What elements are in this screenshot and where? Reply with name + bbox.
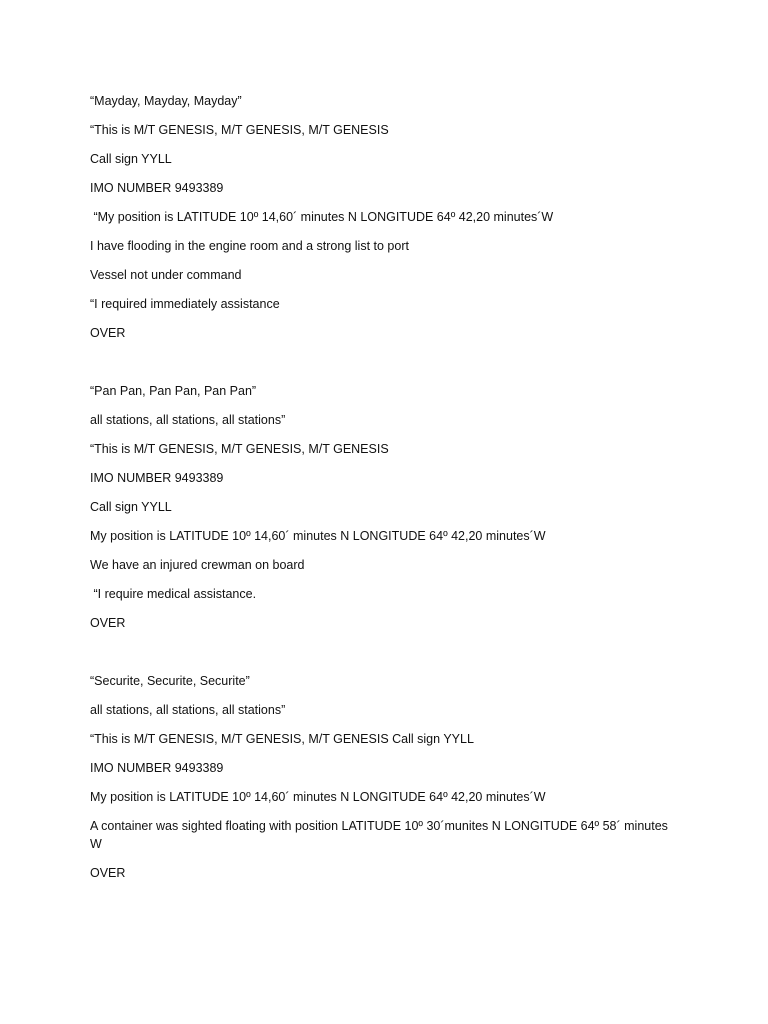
panpan-line: “Pan Pan, Pan Pan, Pan Pan”: [90, 384, 257, 398]
securite-line: “This is M/T GENESIS, M/T GENESIS, M/T GENESIS Call sign YYLL: [90, 732, 474, 746]
securite-message: [90, 672, 680, 882]
panpan-line: OVER: [90, 616, 126, 630]
mayday-line: “This is M/T GENESIS, M/T GENESIS, M/T GENESIS: [90, 123, 389, 137]
section-gap: [90, 353, 680, 382]
panpan-line: all stations, all stations, all stations”: [90, 413, 286, 427]
mayday-line: Call sign YYLL: [90, 152, 172, 166]
securite-line: all stations, all stations, all stations”: [90, 703, 286, 717]
securite-line: My position is LATITUDE 10º 14,60´ minutes N LONGITUDE 64º 42,20 minutes´W: [90, 790, 546, 804]
panpan-line: “This is M/T GENESIS, M/T GENESIS, M/T GENESIS: [90, 442, 389, 456]
securite-line: OVER: [90, 866, 126, 880]
panpan-line: “I require medical assistance.: [90, 587, 257, 601]
mayday-line: “Mayday, Mayday, Mayday”: [90, 94, 242, 108]
panpan-message: [90, 382, 680, 632]
securite-line: A container was sighted floating with position LATITUDE 10º 30´munites N LONGITUDE 64º 58´ minutes W: [90, 819, 672, 851]
mayday-line: Vessel not under command: [90, 268, 242, 282]
document-body: [90, 92, 680, 893]
panpan-line: IMO NUMBER 9493389: [90, 471, 224, 485]
mayday-line: “I required immediately assistance: [90, 297, 280, 311]
section-gap: [90, 643, 680, 672]
mayday-message: [90, 92, 680, 342]
mayday-line: “My position is LATITUDE 10º 14,60´ minutes N LONGITUDE 64º 42,20 minutes´W: [90, 210, 554, 224]
securite-line: “Securite, Securite, Securite”: [90, 674, 250, 688]
mayday-line: OVER: [90, 326, 126, 340]
panpan-line: We have an injured crewman on board: [90, 558, 305, 572]
panpan-line: My position is LATITUDE 10º 14,60´ minutes N LONGITUDE 64º 42,20 minutes´W: [90, 529, 546, 543]
panpan-line: Call sign YYLL: [90, 500, 172, 514]
mayday-line: IMO NUMBER 9493389: [90, 181, 224, 195]
securite-line: IMO NUMBER 9493389: [90, 761, 224, 775]
mayday-line: I have flooding in the engine room and a strong list to port: [90, 239, 409, 253]
